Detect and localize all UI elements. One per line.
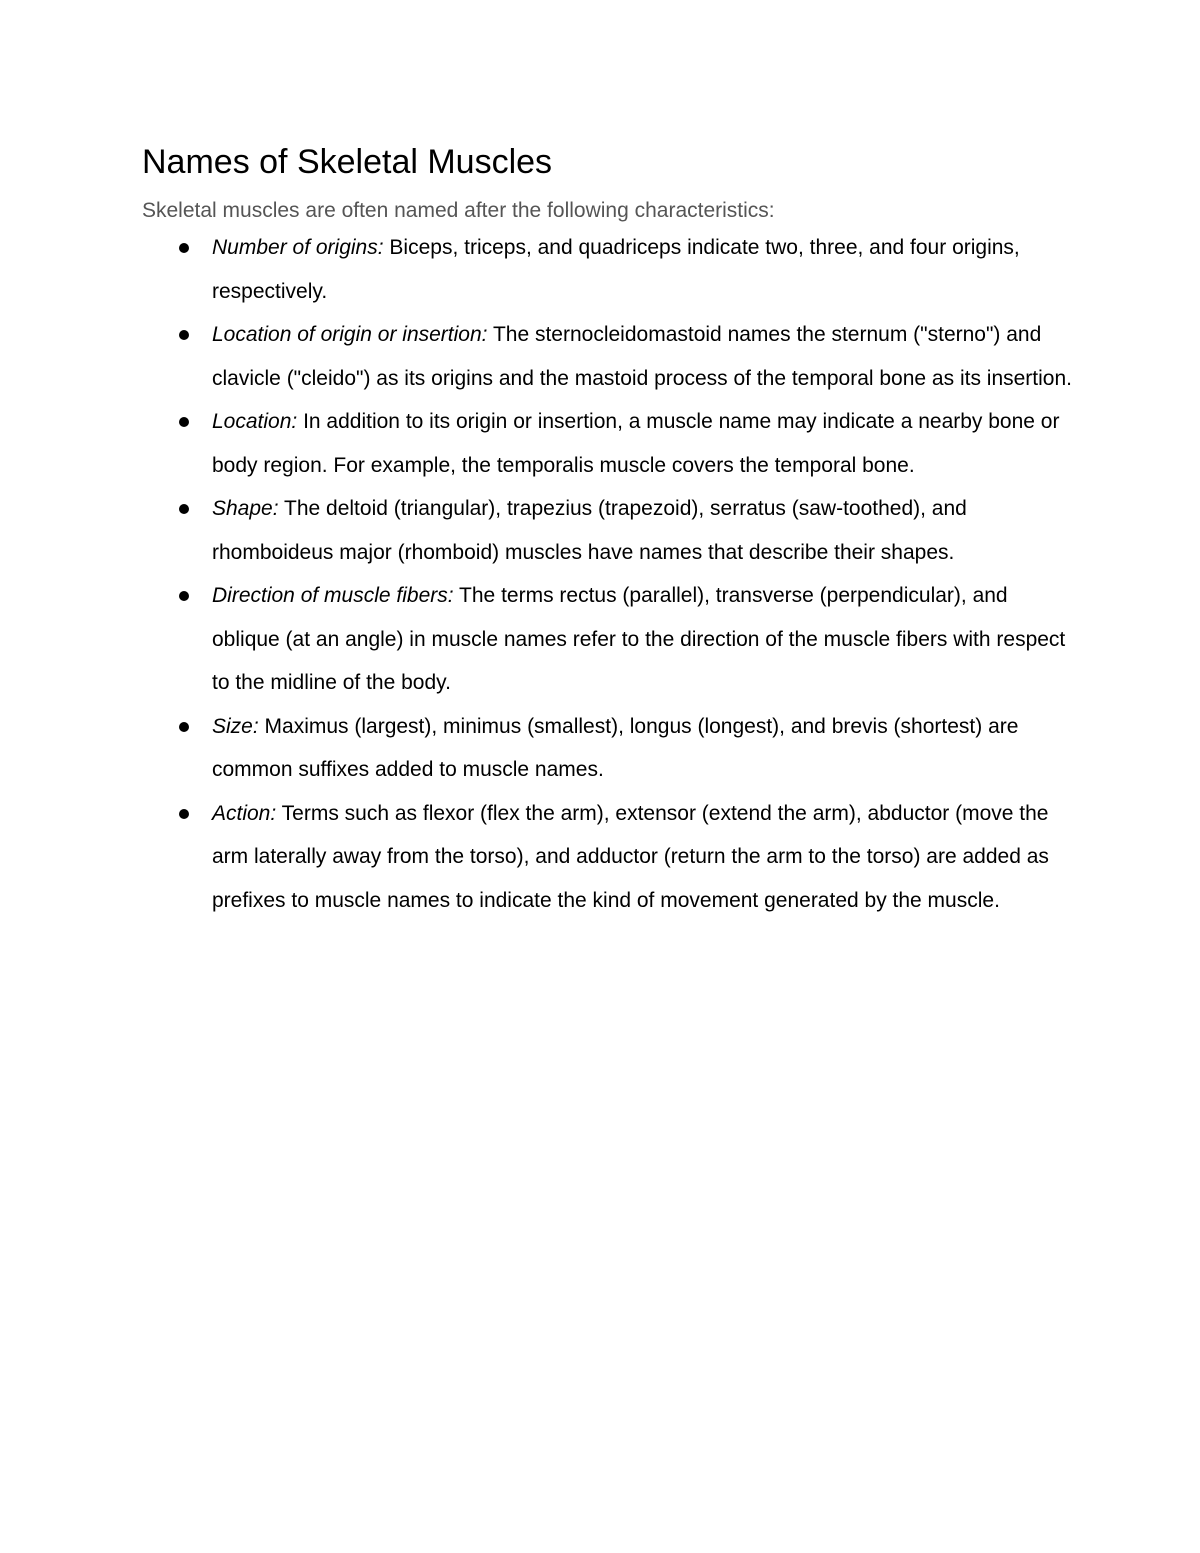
list-item-number-of-origins	[212, 226, 1072, 313]
bullet-icon	[179, 504, 189, 514]
list-item-term: Number of origins:	[212, 236, 384, 259]
list-item-location-of-origin	[212, 313, 1072, 400]
bullet-icon	[179, 417, 189, 427]
list-item-term: Shape:	[212, 497, 279, 520]
list-item-shape	[212, 487, 1072, 574]
list-item-text: Terms such as flexor (flex the arm), extensor (extend the arm), abductor (move the arm laterally away from the torso), and adductor (return the arm to the torso) are added as prefixes to muscle names to indicate the kind of movement generated by the muscle.	[212, 801, 1049, 912]
list-item-text: Maximus (largest), minimus (smallest), longus (longest), and brevis (shortest) are common suffixes added to muscle names.	[212, 714, 1019, 781]
document-title: Names of Skeletal Muscles	[142, 143, 553, 181]
bullet-icon	[179, 591, 189, 601]
bullet-icon	[179, 243, 189, 253]
list-item-term: Direction of muscle fibers:	[212, 584, 454, 607]
list-item-location	[212, 400, 1072, 487]
list-item-term: Location of origin or insertion:	[212, 323, 488, 346]
intro-paragraph: Skeletal muscles are often named after the following characteristics:	[142, 199, 775, 222]
list-item-action	[212, 792, 1072, 923]
bullet-icon	[179, 722, 189, 732]
list-item-text: Biceps, triceps, and quadriceps indicate two, three, and four origins, respectively.	[212, 236, 1020, 303]
bullet-icon	[179, 330, 189, 340]
list-item-text: The deltoid (triangular), trapezius (trapezoid), serratus (saw-toothed), and rhomboideus major (rhomboid) muscles have names that describe their shapes.	[212, 497, 967, 564]
list-item-term: Location:	[212, 410, 298, 433]
bullet-icon	[179, 809, 189, 819]
list-item-term: Size:	[212, 714, 259, 738]
list-item-direction-of-fibers	[212, 574, 1072, 705]
list-item-text: The sternocleidomastoid names the sternum ("sterno") and clavicle ("cleido") as its origins and the mastoid process of the temporal bone as its insertion.	[212, 323, 1072, 390]
list-item-text: In addition to its origin or insertion, a muscle name may indicate a nearby bone or body region. For example, the temporalis muscle covers the temporal bone.	[212, 410, 1060, 477]
characteristics-list	[212, 226, 1072, 922]
list-item-term: Action:	[212, 801, 277, 825]
list-item-text: The terms rectus (parallel), transverse (perpendicular), and oblique (at an angle) in muscle names refer to the direction of the muscle fibers with respect to the midline of the body.	[212, 584, 1066, 694]
list-item-size	[212, 705, 1072, 792]
